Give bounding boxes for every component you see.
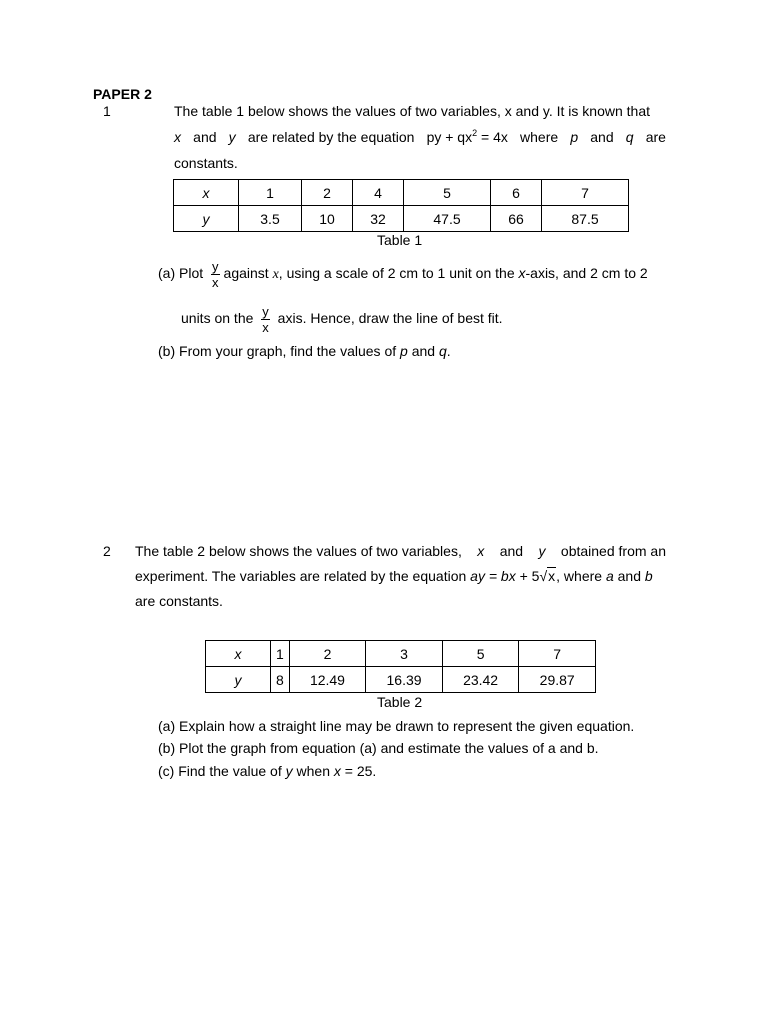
frac-num: y: [212, 258, 219, 274]
q1-part-b-and: and: [411, 343, 436, 359]
q1-where: where: [520, 129, 559, 145]
q2-var-y: y: [538, 543, 546, 559]
q1-part-b-end: .: [446, 343, 451, 359]
table-2: [205, 640, 596, 693]
q2-part-c-label: (c): [158, 763, 175, 779]
q2-part-c-text: Find the value of: [178, 763, 282, 779]
q1-part-b-label: (b): [158, 343, 176, 359]
table-cell: 1: [239, 180, 302, 206]
q2-and: and: [499, 543, 524, 559]
q2-and2: and: [617, 568, 641, 584]
paper-header: PAPER 2: [93, 86, 152, 102]
table-cell: 10: [302, 206, 353, 232]
table-cell: 3.5: [239, 206, 302, 232]
q2-var-b: b: [644, 568, 653, 584]
table-cell: y: [174, 206, 239, 232]
table-cell: 4: [353, 180, 404, 206]
table-row: [174, 206, 629, 232]
q2-part-a: [158, 718, 634, 734]
q2-number: 2: [103, 543, 111, 559]
q2-eq-plus: + 5: [519, 568, 540, 584]
q2-part-b-text: Plot the graph from equation (a) and estimate the values of a and b.: [179, 740, 599, 756]
fraction-y-over-x: [261, 305, 270, 334]
q1-x-axis-var: x: [518, 265, 526, 281]
table-cell: 7: [519, 641, 596, 667]
q1-part-a-line2: [181, 303, 503, 334]
q1-part-b: [158, 343, 451, 359]
q2-part-b: [158, 740, 599, 756]
q1-var-p: p: [570, 129, 579, 145]
table-1: [173, 179, 629, 232]
table-cell: 6: [490, 180, 541, 206]
table-row: [206, 667, 596, 693]
q1-line2: [174, 128, 666, 145]
table-cell: 66: [490, 206, 541, 232]
q1-eq-sup: 2: [472, 128, 478, 138]
frac-den: x: [212, 274, 219, 290]
q1-are: are: [645, 129, 666, 145]
q2-line2-text: experiment. The variables are related by the equation: [135, 568, 467, 584]
fraction-y-over-x: [211, 260, 220, 289]
table-cell: 2: [289, 641, 366, 667]
q1-related-text: are related by the equation: [247, 129, 415, 145]
q1-units-text: units on the: [181, 310, 254, 326]
q1-scale-text: , using a scale of 2 cm to 1 unit on the: [278, 265, 515, 281]
q2-line1-text: The table 2 below shows the values of two variables,: [135, 543, 462, 559]
table-cell: 29.87: [519, 667, 596, 693]
frac-num: y: [262, 303, 269, 319]
q2-radicand: x: [548, 568, 556, 584]
table-cell: 7: [542, 180, 629, 206]
q1-scale-text2: -axis, and 2 cm to 2: [525, 265, 648, 281]
table-1-caption: Table 1: [377, 232, 423, 248]
q1-and: and: [193, 129, 217, 145]
q2-line1-end: obtained from an: [560, 543, 666, 559]
q2-part-b-label: (b): [158, 740, 176, 756]
q2-part-c-y: y: [285, 763, 293, 779]
q1-line3: constants.: [174, 155, 238, 171]
table-cell: 47.5: [404, 206, 491, 232]
q2-part-c-end: = 25.: [344, 763, 377, 779]
q2-line2: [135, 568, 653, 584]
table-cell: 5: [404, 180, 491, 206]
q2-part-a-label: (a): [158, 718, 176, 734]
q2-where: , where: [556, 568, 603, 584]
q2-line1: [135, 543, 666, 559]
q1-part-a-label: (a): [158, 265, 176, 281]
table-cell: 16.39: [366, 667, 443, 693]
q1-part-a-line1: [158, 258, 648, 290]
q1-var-x: x: [174, 129, 181, 145]
q1-part-b-p: p: [400, 343, 408, 359]
table-cell: x: [174, 180, 239, 206]
q1-line1: The table 1 below shows the values of two variables, x and y. It is known that: [174, 103, 650, 119]
q1-eq-rhs: = 4x: [481, 129, 508, 145]
table-cell: 1: [271, 641, 290, 667]
frac-den: x: [262, 319, 269, 335]
table-cell: 12.49: [289, 667, 366, 693]
q1-plot-word: Plot: [179, 265, 204, 281]
table-cell: y: [206, 667, 271, 693]
q2-part-c-when: when: [296, 763, 330, 779]
q1-and2: and: [590, 129, 614, 145]
q1-eq-lhs: py + qx: [426, 129, 473, 145]
q1-equation: [427, 128, 508, 145]
table-row: [174, 180, 629, 206]
q1-against: against: [223, 265, 269, 281]
q2-part-c-x: x: [333, 763, 341, 779]
q2-part-c: [158, 763, 376, 779]
q2-var-a: a: [605, 568, 614, 584]
table-cell: 32: [353, 206, 404, 232]
q1-var-q: q: [625, 129, 634, 145]
table-cell: 87.5: [542, 206, 629, 232]
table-cell: 2: [302, 180, 353, 206]
q2-var-x: x: [477, 543, 485, 559]
sqrt-symbol: √x: [539, 568, 556, 584]
q1-part-b-text: From your graph, find the values of: [179, 343, 397, 359]
table-cell: 3: [366, 641, 443, 667]
q2-part-a-text: Explain how a straight line may be drawn to represent the given equation.: [179, 718, 635, 734]
q2-line3: are constants.: [135, 593, 223, 609]
table-cell: 8: [271, 667, 290, 693]
table-row: [206, 641, 596, 667]
q1-part-b-q: q: [438, 343, 447, 359]
q1-x-var: x: [272, 267, 279, 282]
table-cell: 23.42: [442, 667, 519, 693]
q1-var-y: y: [228, 129, 236, 145]
table-cell: x: [206, 641, 271, 667]
q1-axis-text: axis. Hence, draw the line of best fit.: [277, 310, 503, 326]
q1-number: 1: [103, 103, 111, 119]
table-cell: 5: [442, 641, 519, 667]
table-2-caption: Table 2: [377, 694, 423, 710]
q2-eq-a: ay = bx: [470, 568, 516, 584]
